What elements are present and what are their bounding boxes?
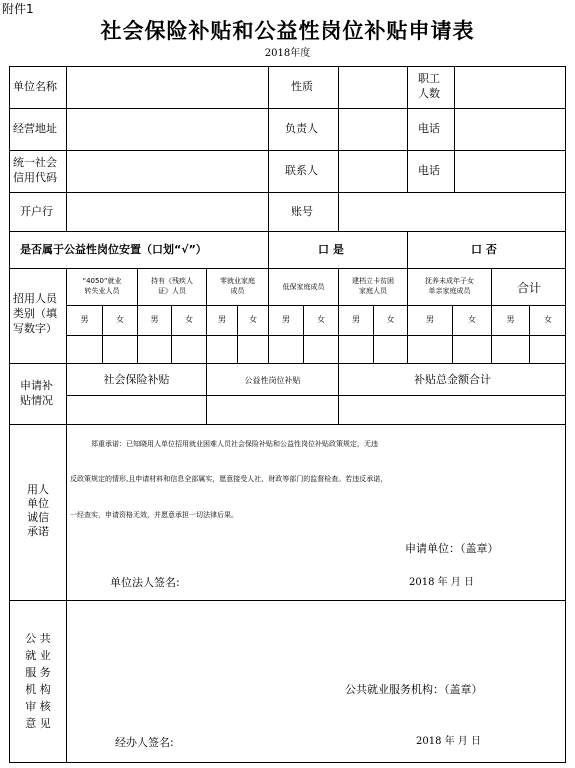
sex-female: 女	[468, 315, 476, 324]
category-header-disabled: 持有《残疾人 证》人员	[151, 277, 193, 295]
attachment-label: 附件1	[2, 2, 34, 16]
credit-code-label-l1: 统一社会	[13, 156, 57, 169]
nature-label: 性质	[291, 80, 313, 93]
category-header-4050: “4050”就业 转失业人员	[82, 277, 122, 295]
sex-female: 女	[249, 315, 257, 324]
public-post-no[interactable]: 口 否	[471, 243, 497, 256]
apply-subsidy-label-l1: 申请补	[20, 379, 53, 392]
sex-male: 男	[282, 315, 290, 324]
applicant-unit-seal: 申请单位：（盖章）	[405, 542, 499, 555]
credit-code-label-l2: 信用代码	[13, 171, 57, 184]
pes-org-seal: 公共就业服务机构：（盖章）	[345, 683, 483, 696]
review-side-label: 公 共 就 业 服 务 机 构 审 核 意 见	[25, 632, 51, 730]
sex-female: 女	[544, 315, 552, 324]
public-subsidy-header: 公益性岗位补贴	[244, 376, 301, 385]
bank-label: 开户行	[20, 205, 53, 218]
total-header: 合计	[516, 281, 541, 295]
public-post-question: 是否属于公益性岗位安置（口划“√”）	[20, 243, 207, 256]
sex-male: 男	[80, 315, 89, 324]
public-post-yes[interactable]: 口 是	[318, 243, 344, 256]
sex-male: 男	[506, 315, 515, 324]
account-label: 账号	[291, 205, 313, 218]
sex-female: 女	[185, 315, 193, 324]
subsidy-total-header: 补贴总金额合计	[414, 373, 491, 386]
social-subsidy-header: 社会保险补贴	[103, 373, 170, 386]
pledge-side-label: 用人 单位 诚信 承诺	[27, 483, 49, 538]
phone-label-1: 电话	[418, 122, 440, 135]
pledge-text-line-2: 反政策规定的情形,且申请材料和信息全部属实，愿意接受人社、财政等部门的监督检查。若违反承诺，	[70, 475, 388, 483]
form-title: 社会保险补贴和公益性岗位补贴申请表	[100, 19, 475, 43]
category-header-low-income: 低保家庭成员	[282, 283, 325, 291]
phone-label-2: 电话	[418, 164, 440, 177]
form-year: 2018年度	[264, 48, 311, 59]
sex-female: 女	[116, 315, 124, 324]
pledge-text-line-1: 郑重承诺：已知晓用人单位招用就业困难人员社会保险补贴和公益性岗位补贴政策规定，无违	[91, 440, 378, 448]
hire-category-label-l2: 类别（填	[13, 307, 57, 320]
handler-sign-label: 经办人签名:	[115, 736, 174, 749]
hire-category-label-l1: 招用人员	[13, 292, 57, 305]
employees-label-l1: 职工	[418, 72, 440, 85]
legal-rep-sign-label: 单位法人签名:	[110, 576, 180, 589]
person-in-charge-label: 负责人	[285, 122, 318, 135]
sex-male: 男	[150, 315, 159, 324]
contact-label: 联系人	[285, 164, 318, 177]
review-date: 2018 年 月 日	[416, 736, 481, 747]
sex-female: 女	[317, 315, 325, 324]
apply-subsidy-label-l2: 贴情况	[20, 394, 53, 407]
sex-male: 男	[352, 315, 360, 324]
category-header-poverty: 建档立卡贫困 家庭人员	[352, 277, 394, 295]
pledge-text-line-3: 一经查实，申请资格无效，并愿意承担一切法律后果。	[70, 511, 238, 519]
hire-category-label-l3: 写数字）	[13, 322, 57, 335]
pledge-date: 2018 年 月 日	[409, 577, 474, 588]
unit-name-label: 单位名称	[13, 80, 57, 93]
address-label: 经营地址	[13, 122, 57, 135]
employees-label-l2: 人数	[418, 87, 440, 100]
sex-male: 男	[426, 315, 434, 324]
sex-female: 女	[386, 315, 395, 324]
sex-male: 男	[218, 315, 226, 324]
category-header-single-parent: 抚养未成年子女 单亲家庭成员	[425, 277, 474, 295]
category-header-zero-employment: 零就业家庭 成员	[220, 277, 255, 295]
